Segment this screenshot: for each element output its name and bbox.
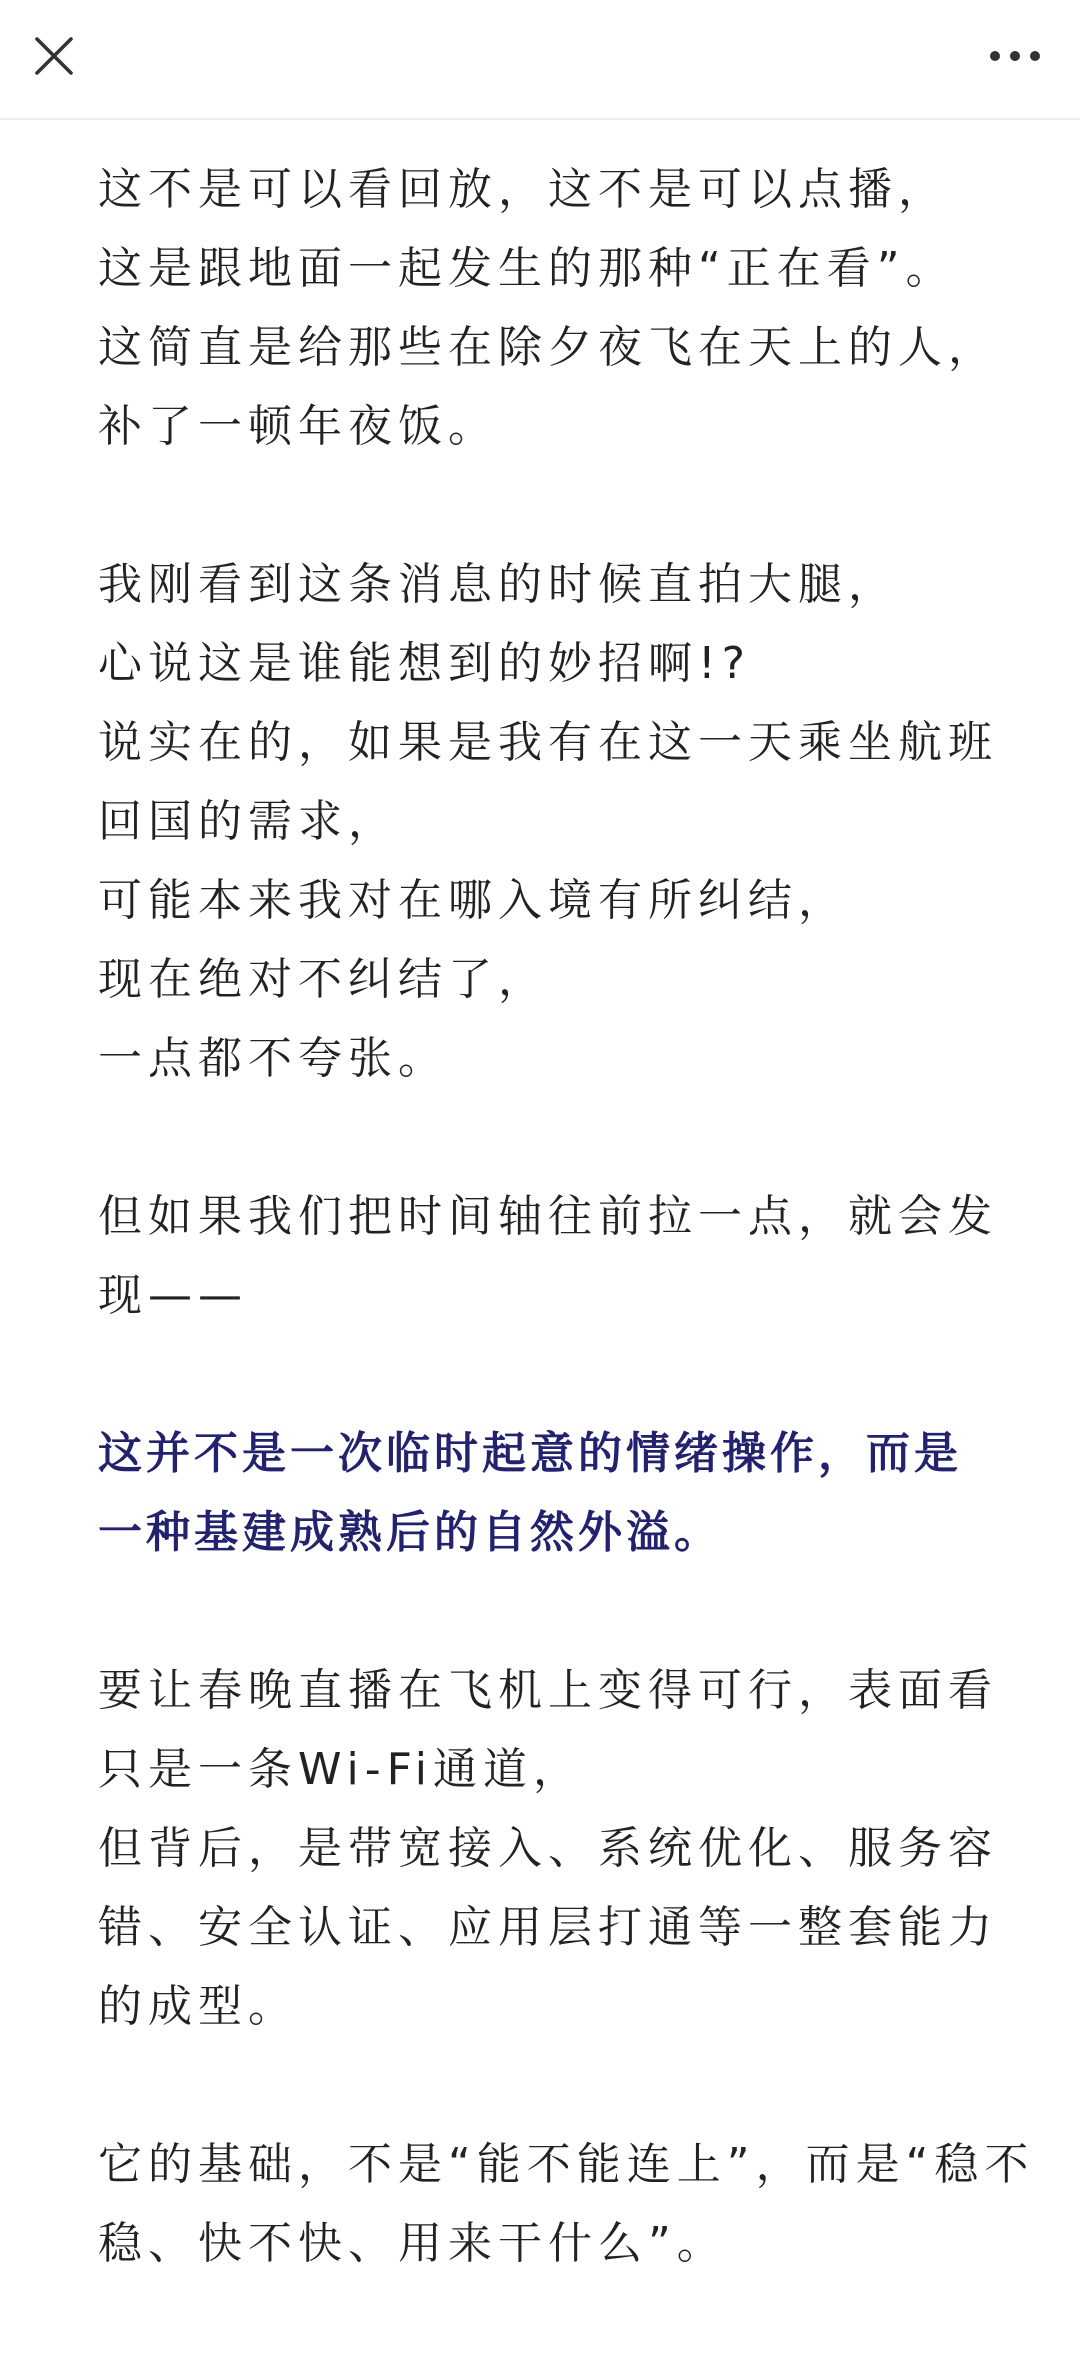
text-line: 它的基础，不是“能不能连上”，而是“稳不 <box>98 2139 1035 2190</box>
text-line: 稳、快不快、用来干什么”。 <box>98 2218 727 2269</box>
text-line: 回国的需求， <box>98 796 398 847</box>
text-line: 补了一顿年夜饭。 <box>98 401 498 452</box>
highlight-text-line: 一种基建成熟后的自然外溢。 <box>98 1507 722 1558</box>
bottom-safe-area <box>0 2334 1080 2364</box>
paragraph <box>98 1651 998 2046</box>
paragraph <box>98 545 998 1098</box>
paragraph <box>98 1177 998 1335</box>
close-button[interactable] <box>20 22 88 90</box>
more-dots-icon <box>989 50 1041 62</box>
more-options-button[interactable] <box>970 22 1060 90</box>
close-icon <box>34 36 74 76</box>
text-line: 但背后，是带宽接入、系统优化、服务容 <box>98 1823 998 1874</box>
text-line: 现在绝对不纠结了， <box>98 954 548 1005</box>
paragraph <box>98 150 998 466</box>
text-line: 说实在的，如果是我有在这一天乘坐航班 <box>98 717 998 768</box>
text-line: 这不是可以看回放，这不是可以点播， <box>98 164 948 215</box>
text-line: 现—— <box>98 1270 248 1321</box>
highlight-text-line: 这并不是一次临时起意的情绪操作，而是 <box>98 1428 962 1479</box>
text-line: 要让春晚直播在飞机上变得可行，表面看 <box>98 1665 998 1716</box>
text-line: 但如果我们把时间轴往前拉一点，就会发 <box>98 1191 998 1242</box>
text-line: 可能本来我对在哪入境有所纠结， <box>98 875 848 926</box>
text-line: 心说这是谁能想到的妙招啊!? <box>98 638 751 689</box>
paragraph <box>98 2125 1035 2283</box>
text-line: 这是跟地面一起发生的那种“正在看”。 <box>98 243 956 294</box>
article-body <box>98 150 1035 2362</box>
text-line: 只是一条Wi-Fi通道， <box>98 1744 583 1795</box>
text-line: 一点都不夸张。 <box>98 1033 448 1084</box>
text-line: 错、安全认证、应用层打通等一整套能力 <box>98 1902 998 1953</box>
highlighted-paragraph <box>98 1414 990 1572</box>
text-line: 这简直是给那些在除夕夜飞在天上的人， <box>98 322 998 373</box>
top-bar <box>0 0 1080 120</box>
text-line: 的成型。 <box>98 1981 298 2032</box>
text-line: 我刚看到这条消息的时候直拍大腿， <box>98 559 898 610</box>
